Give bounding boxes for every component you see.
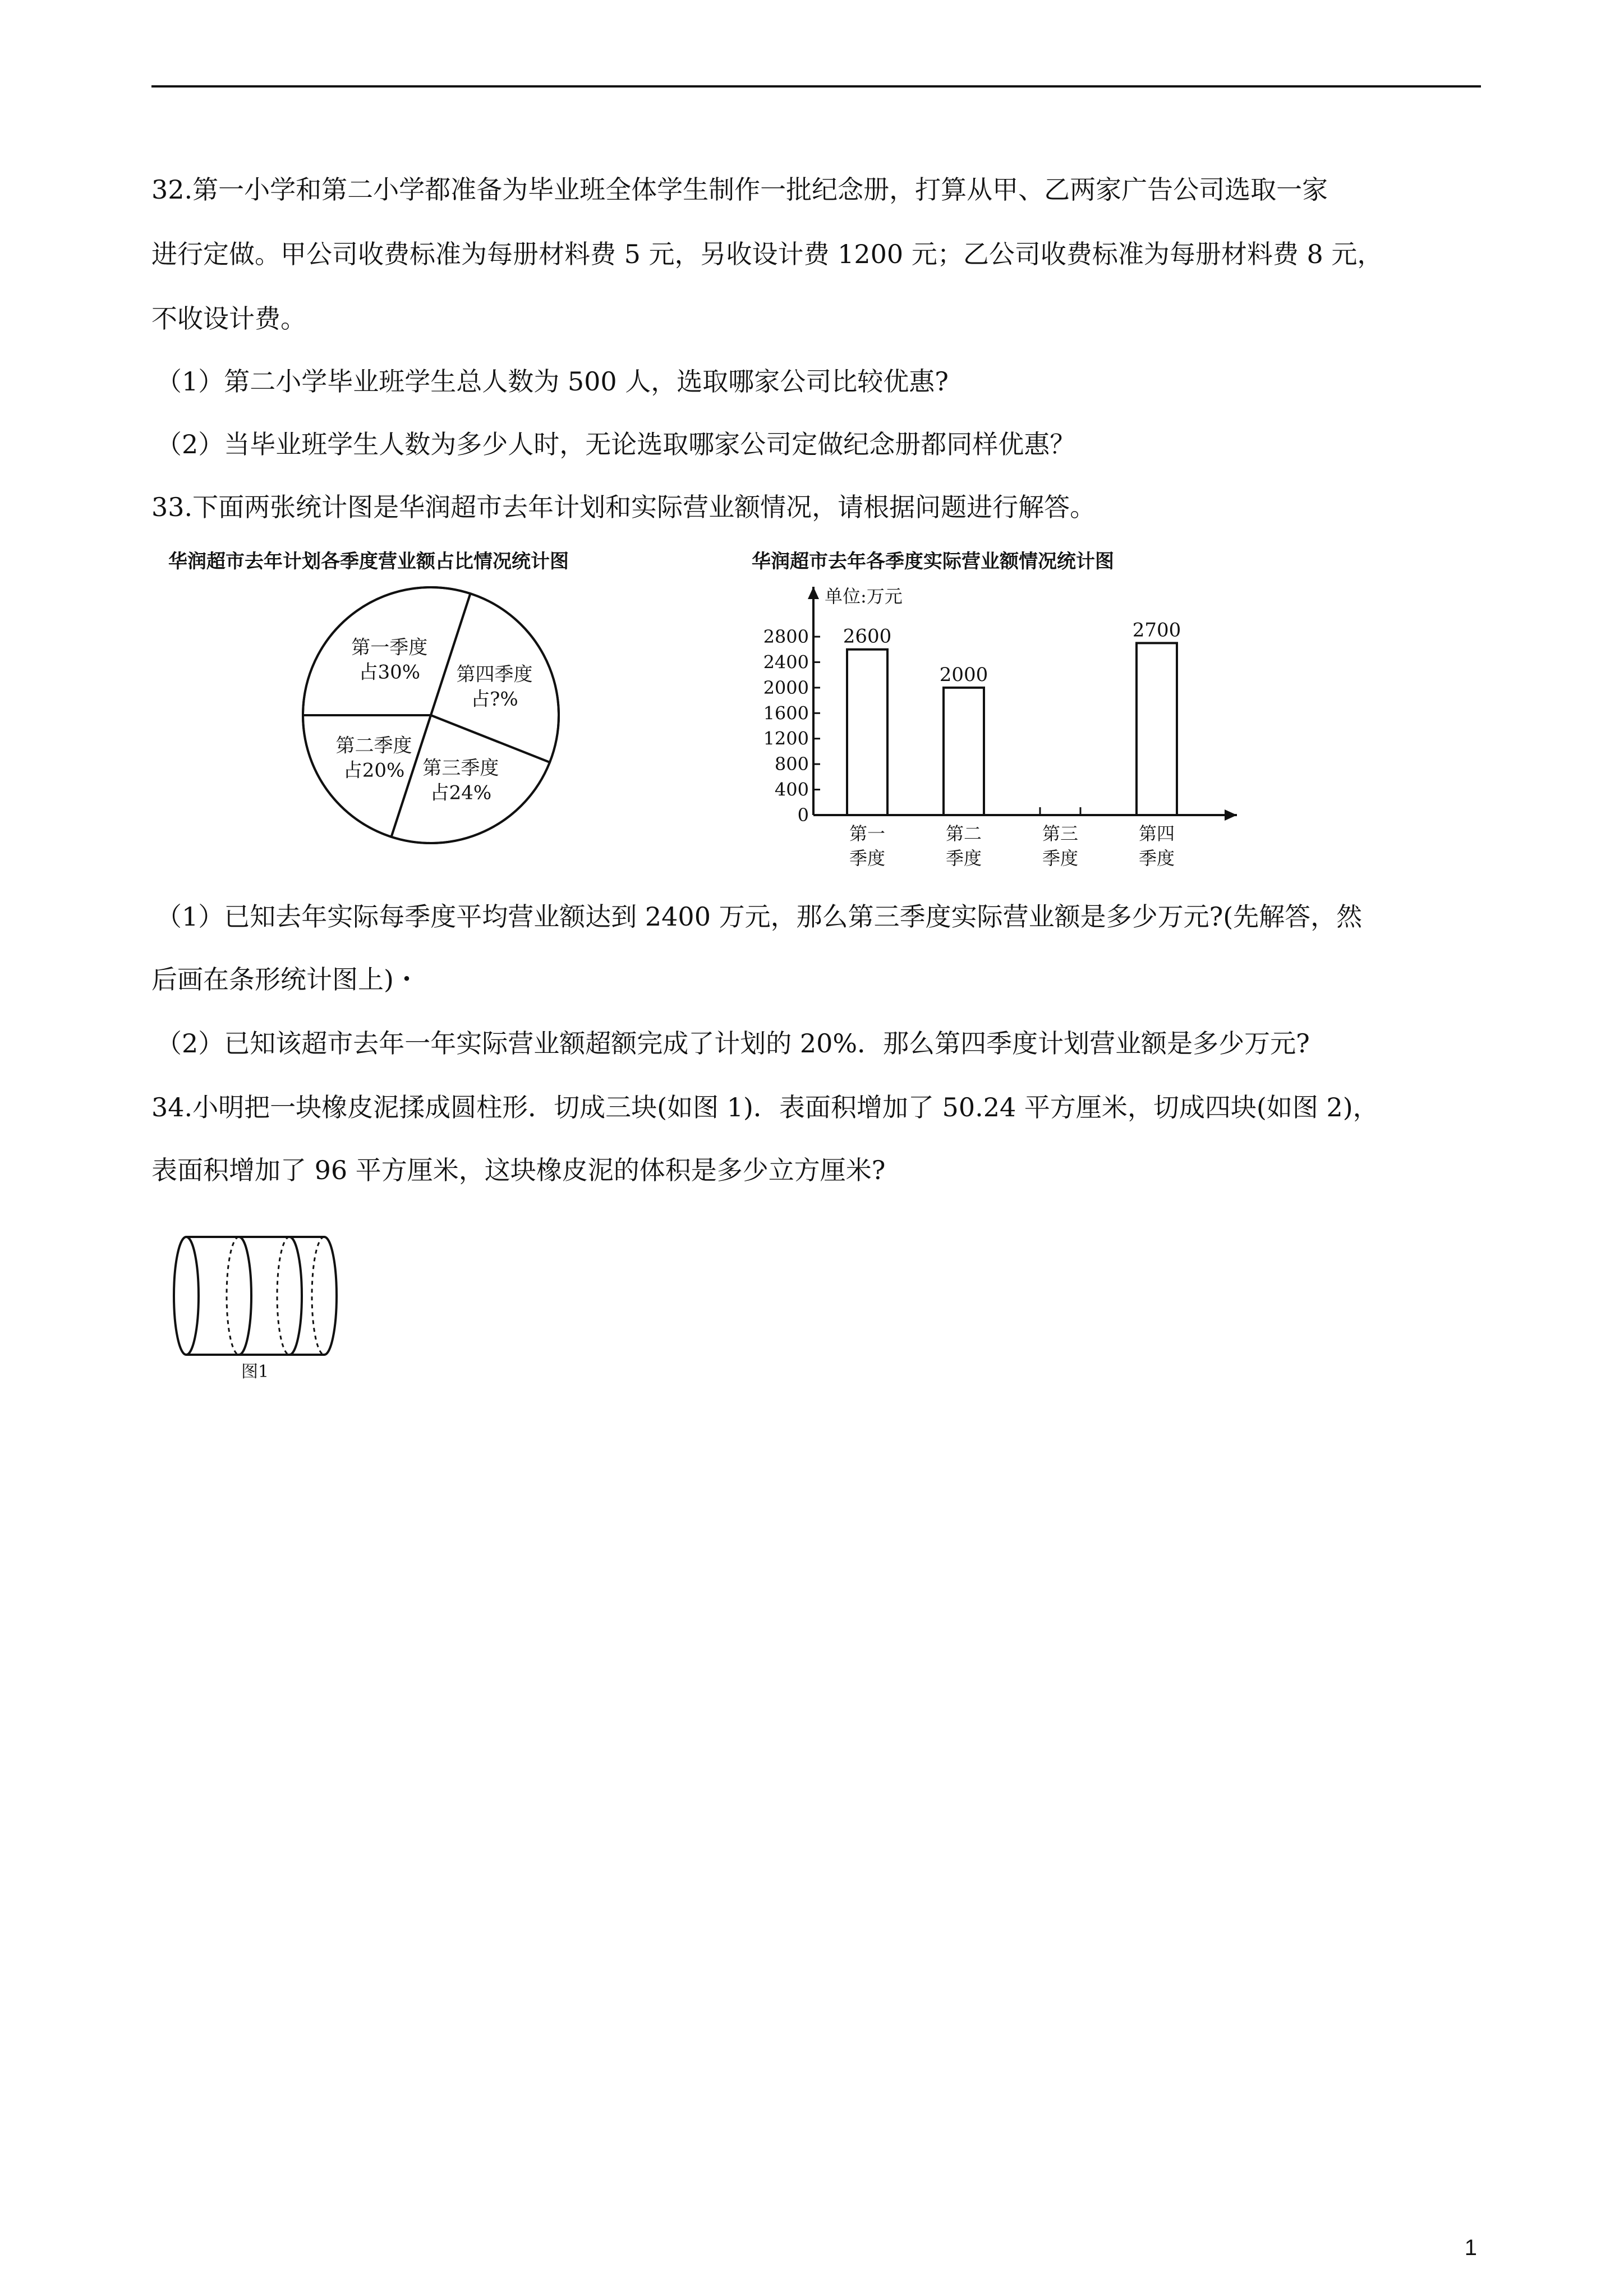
x-tick-label-4: 第四 — [1138, 823, 1175, 844]
y-tick-label-1200: 1200 — [763, 728, 809, 749]
y-tick-label-400: 400 — [774, 779, 809, 800]
y-tick-label-800: 800 — [774, 753, 809, 775]
y-tick-label-1600: 1600 — [763, 702, 809, 724]
y-tick-label-0: 0 — [797, 804, 809, 826]
pie-label-3: 第三季度 — [422, 757, 499, 780]
pie-label-4: 第二季度 — [335, 734, 412, 757]
y-tick-label-2400: 2400 — [763, 651, 809, 673]
q32-line3: 不收设计费。 — [151, 303, 306, 334]
q33-sub2: （2）已知该超市去年一年实际营业额超额完成了计划的 20%．那么第四季度计划营业额是多少万元? — [156, 1028, 1310, 1059]
x-tick-label-line2-3: 季度 — [1042, 848, 1079, 869]
pie-label-2: 第四季度 — [456, 663, 533, 686]
q32-line2: 进行定做。甲公司收费标准为每册材料费 5 元，另收设计费 1200 元；乙公司收费标准为每册材料费 8 元， — [151, 239, 1383, 269]
pie-label-1: 第一季度 — [351, 636, 428, 659]
bar-4 — [1137, 643, 1177, 815]
x-tick-label-3: 第三 — [1042, 823, 1079, 844]
pie-value-label-2: 占?% — [471, 688, 518, 711]
y-tick-label-2800: 2800 — [763, 626, 809, 647]
pie-chart — [168, 544, 718, 858]
q34-line1: 34.小明把一块橡皮泥揉成圆柱形．切成三块(如图 1)．表面积增加了 50.24 平方厘米，切成四块(如图 2)， — [151, 1092, 1379, 1122]
y-axis-label: 单位:万元 — [825, 586, 903, 607]
cylinder-drawing — [174, 1237, 337, 1355]
bar-value-label-4: 2700 — [1132, 619, 1181, 642]
x-axis-arrow — [1225, 809, 1237, 821]
pie-chart-title: 华润超市去年计划各季度营业额占比情况统计图 — [168, 550, 569, 573]
header-rule — [151, 85, 1481, 88]
page-number: 1 — [1464, 2235, 1477, 2260]
bar-1 — [847, 650, 887, 815]
y-axis-arrow — [808, 587, 819, 599]
x-tick-label-1: 第一 — [849, 823, 886, 844]
x-tick-label-2: 第二 — [945, 823, 982, 844]
bar-value-label-1: 2600 — [843, 625, 892, 648]
x-tick-label-line2-1: 季度 — [849, 848, 886, 869]
q32-sub1: （1）第二小学毕业班学生总人数为 500 人，选取哪家公司比较优惠? — [156, 366, 949, 397]
pie-value-label-3: 占24% — [430, 781, 492, 804]
x-tick-label-line2-2: 季度 — [945, 848, 982, 869]
cylinder-figure — [168, 1228, 370, 1386]
q33-sub1-line1: （1）已知去年实际每季度平均营业额达到 2400 万元，那么第三季度实际营业额是多少万元?(先解答，然 — [156, 901, 1363, 932]
pie-value-label-1: 占30% — [358, 661, 421, 684]
q32-line1: 32.第一小学和第二小学都准备为毕业班全体学生制作一批纪念册，打算从甲、乙两家广告公司选取一家 — [151, 174, 1328, 205]
figure-caption: 图1 — [241, 1362, 269, 1382]
bar-chart-title: 华润超市去年各季度实际营业额情况统计图 — [752, 550, 1114, 573]
q33-sub1-line2: 后画在条形统计图上)・ — [151, 964, 420, 995]
x-tick-label-line2-4: 季度 — [1138, 848, 1175, 869]
bar-2 — [944, 688, 984, 815]
pie-value-label-4: 占20% — [343, 759, 405, 782]
q34-line2: 表面积增加了 96 平方厘米，这块橡皮泥的体积是多少立方厘米? — [151, 1155, 886, 1185]
q33-intro: 33.下面两张统计图是华润超市去年计划和实际营业额情况，请根据问题进行解答。 — [151, 492, 1096, 522]
y-tick-label-2000: 2000 — [763, 677, 809, 698]
q32-sub2: （2）当毕业班学生人数为多少人时，无论选取哪家公司定做纪念册都同样优惠？ — [156, 429, 1076, 459]
bar-value-label-2: 2000 — [939, 663, 988, 686]
bar-chart — [724, 539, 1262, 875]
